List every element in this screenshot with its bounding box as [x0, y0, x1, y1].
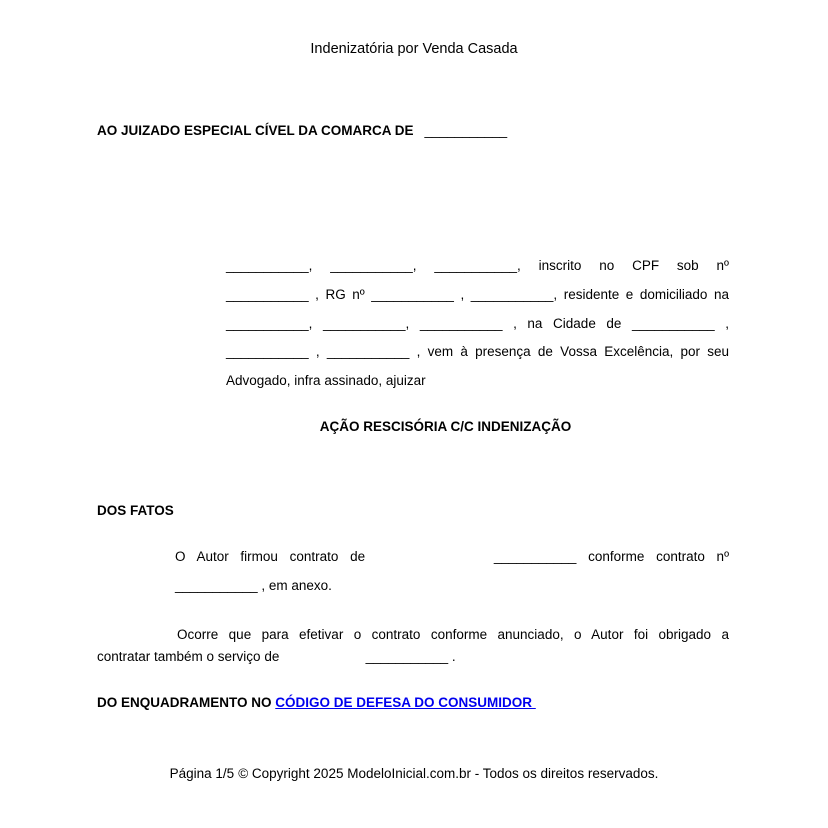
paragraph-line: ___________ , em anexo. [175, 577, 332, 593]
page-footer [0, 766, 828, 781]
qualification-line: Advogado, infra assinado, ajuizar [226, 373, 426, 389]
qualification-line: ___________ , RG nº ___________ , ___________, residente e domiciliado na [226, 286, 729, 302]
addressee-heading [97, 123, 729, 138]
addressee-text: AO JUIZADO ESPECIAL CÍVEL DA COMARCA DE [97, 123, 414, 138]
qualification-line: ___________ , ___________ , vem à presença de Vossa Excelência, por seu [226, 344, 729, 360]
paragraph-line: Ocorre que para efetivar o contrato conforme anunciado, o Autor foi obrigado a [177, 627, 729, 642]
action-title: AÇÃO RESCISÓRIA C/C INDENIZAÇÃO [319, 419, 572, 434]
section-heading-enquadramento [97, 695, 729, 710]
consumer-code-link[interactable]: CÓDIGO DE DEFESA DO CONSUMIDOR [275, 695, 536, 710]
enquadramento-prefix-text: DO ENQUADRAMENTO NO [97, 695, 276, 710]
section-heading-dos-fatos: DOS FATOS [97, 503, 174, 518]
qualification-line: ___________, ___________, ___________, inscrito no CPF sob nº [226, 258, 729, 273]
qualification-line: ___________, ___________, ___________ , na Cidade de ___________ , [226, 315, 729, 331]
page-number-indicator: Página 1/5 [169, 766, 235, 781]
document-title: Indenizatória por Venda Casada [310, 41, 518, 57]
addressee-blank-field: ___________ [424, 123, 508, 138]
copyright-text: © Copyright 2025 ModeloInicial.com.br - Todos os direitos reservados. [238, 766, 659, 781]
qualification-paragraph [226, 252, 729, 396]
fatos-paragraph-2 [97, 624, 729, 667]
paragraph-line: O Autor firmou contrato de ___________ conforme contrato nº [175, 549, 729, 564]
paragraph-line: contratar também o serviço de ___________ . [97, 648, 456, 664]
fatos-paragraph-1 [175, 543, 729, 600]
